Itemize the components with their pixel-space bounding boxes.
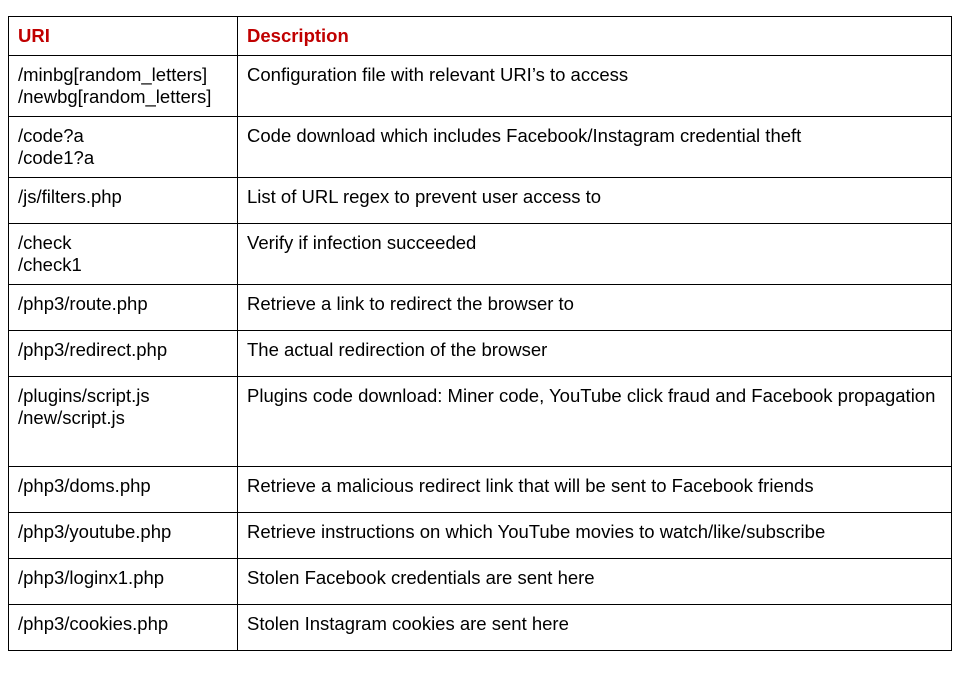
description-cell: Retrieve instructions on which YouTube movies to watch/like/subscribe [238,513,952,559]
description-cell: The actual redirection of the browser [238,331,952,377]
uri-path: /php3/route.php [18,293,148,314]
description-cell: Code download which includes Facebook/Instagram credential theft [238,117,952,178]
table-row [9,331,952,377]
uri-path: /php3/youtube.php [18,521,172,542]
table-row [9,559,952,605]
uri-path: /code?a [18,125,84,146]
uri-description-table [8,16,952,651]
uri-cell [9,605,238,651]
uri-cell [9,117,238,178]
description-cell: Plugins code download: Miner code, YouTube click fraud and Facebook propagation [238,377,952,467]
uri-path: /code1?a [18,147,95,168]
description-cell: Retrieve a malicious redirect link that will be sent to Facebook friends [238,467,952,513]
uri-cell [9,224,238,285]
table-header [9,17,952,56]
table-row [9,224,952,285]
description-cell: Configuration file with relevant URI’s to access [238,56,952,117]
uri-path: /new/script.js [18,407,125,428]
uri-path: /php3/cookies.php [18,613,169,634]
uri-path: /check [18,232,72,253]
description-cell: Stolen Facebook credentials are sent here [238,559,952,605]
uri-path: /js/filters.php [18,186,122,207]
uri-cell [9,331,238,377]
uri-path: /minbg[random_letters] [18,64,208,85]
uri-cell [9,513,238,559]
uri-path: /newbg[random_letters] [18,86,212,107]
uri-cell [9,377,238,467]
table-row [9,178,952,224]
description-cell: Verify if infection succeeded [238,224,952,285]
table-row [9,117,952,178]
uri-path: /plugins/script.js [18,385,150,406]
description-cell: Stolen Instagram cookies are sent here [238,605,952,651]
uri-cell [9,285,238,331]
uri-cell [9,178,238,224]
header-row [9,17,952,56]
uri-cell [9,467,238,513]
uri-cell [9,559,238,605]
table-body [9,56,952,651]
table-row [9,377,952,467]
table-row [9,605,952,651]
description-column-header: Description [238,17,952,56]
table-row [9,513,952,559]
table-row [9,285,952,331]
table-row [9,56,952,117]
uri-column-header: URI [9,17,238,56]
description-cell: Retrieve a link to redirect the browser to [238,285,952,331]
description-cell: List of URL regex to prevent user access to [238,178,952,224]
uri-path: /php3/doms.php [18,475,151,496]
uri-path: /check1 [18,254,82,275]
table-row [9,467,952,513]
uri-path: /php3/loginx1.php [18,567,165,588]
uri-cell [9,56,238,117]
uri-path: /php3/redirect.php [18,339,168,360]
